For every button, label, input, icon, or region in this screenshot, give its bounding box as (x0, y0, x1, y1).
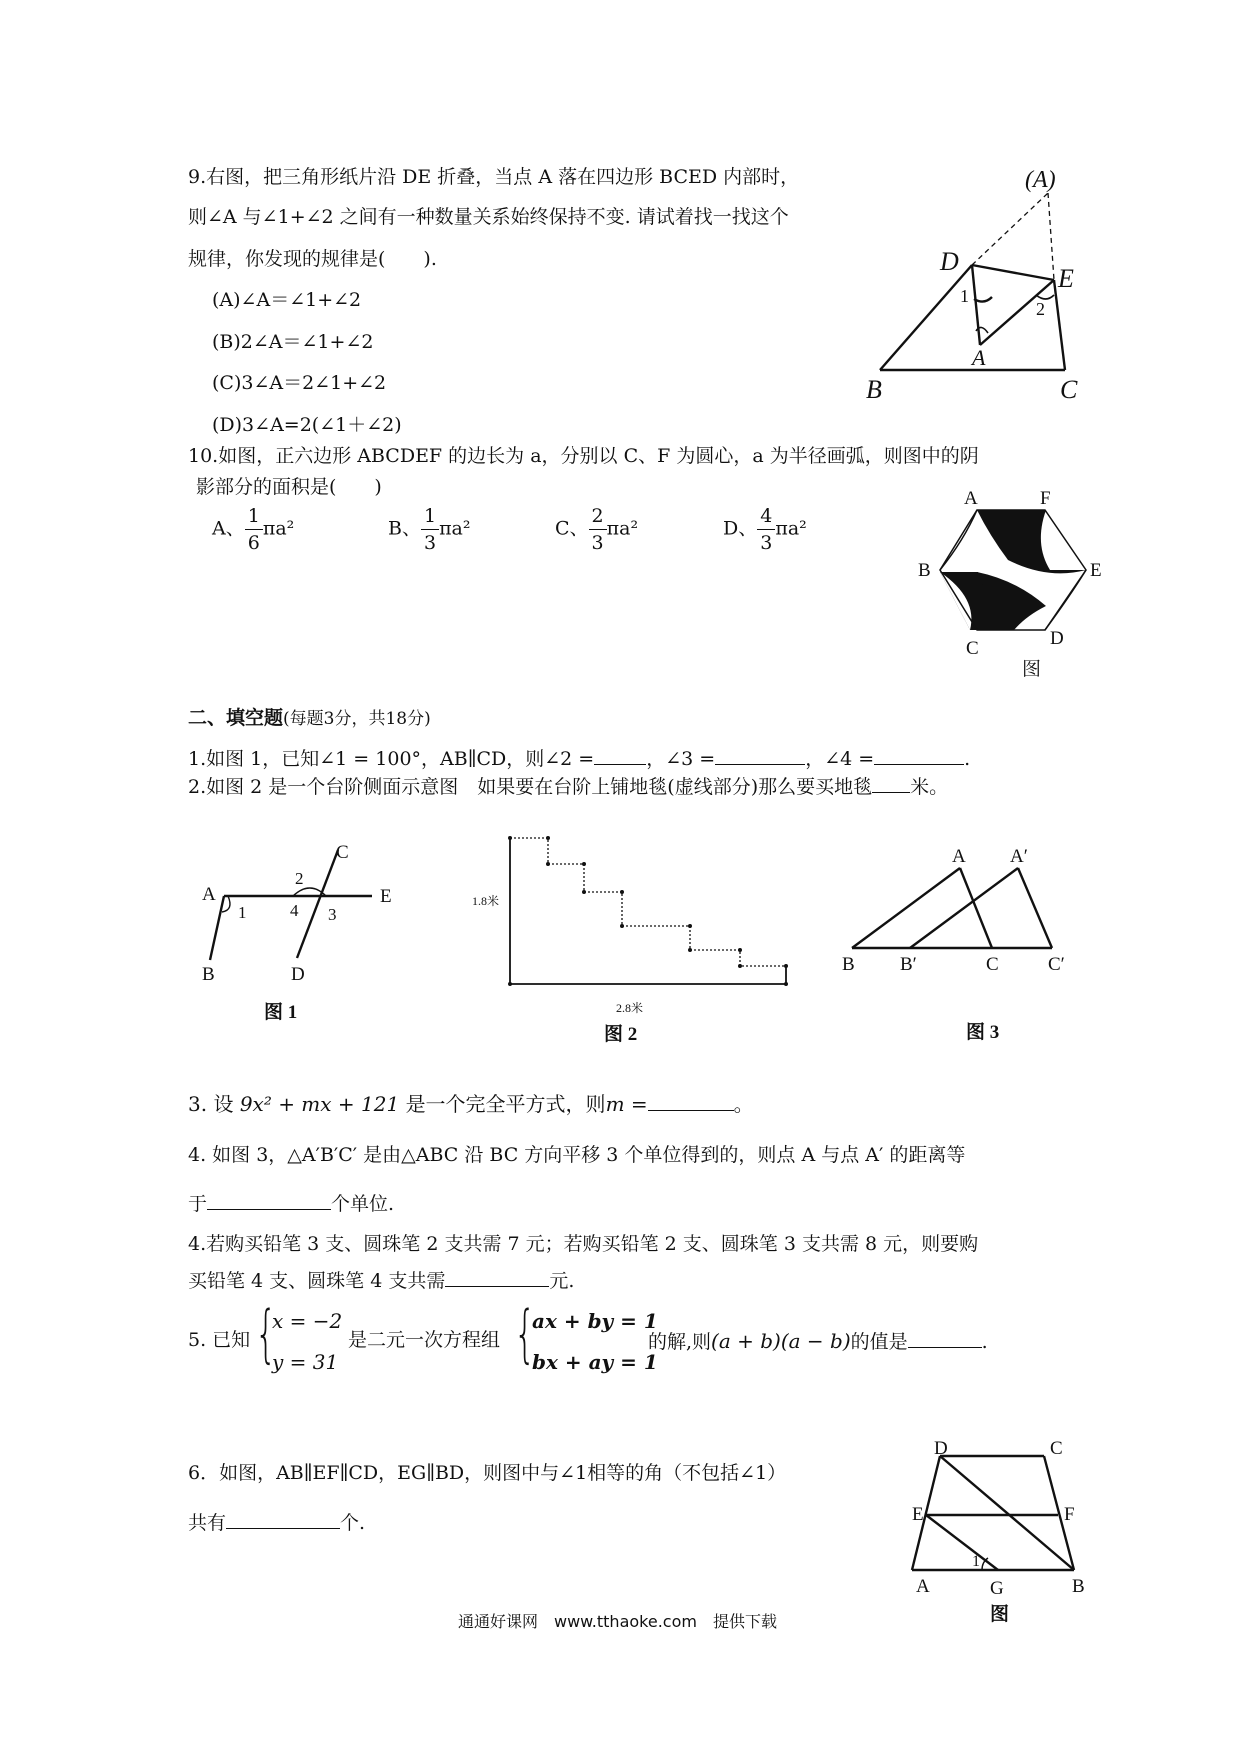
fig6-label-a: A (916, 1576, 930, 1597)
fig2-height-label: 1.8米 (472, 894, 500, 908)
q9-option-d: (D)3∠A=2(∠1＋∠2) (212, 414, 402, 436)
fig6-label-c: C (1050, 1438, 1063, 1459)
fill-q4a-line1: 4. 如图 3，△A′B′C′ 是由△ABC 沿 BC 方向平移 3 个单位得到的，则点 A 与点 A′ 的距离等 (188, 1144, 966, 1166)
fig6-caption: 图 (990, 1604, 1010, 1625)
fill-q5-lead: 5. 已知 (188, 1329, 251, 1351)
q10-line1: 10.如图，正六边形 ABCDEF 的边长为 a，分别以 C、F 为圆心，a 为半径画弧，则图中的阴 (188, 445, 979, 467)
fig2-caption: 图 2 (604, 1024, 638, 1045)
q10-hexagon-figure (918, 488, 1130, 688)
q10-option-a: A、 $\frac{1}{6}$ πa² (212, 505, 295, 554)
fig1-label-a: A (202, 884, 216, 905)
fig6-label-e: E (912, 1504, 924, 1525)
q10-fig-caption: 图 (1022, 659, 1042, 680)
section-title: 二、填空题(每题3分，共18分) (188, 707, 431, 729)
q9-line3: 规律，你发现的规律是( ). (188, 248, 437, 270)
q9-fig-label-e: E (1058, 264, 1074, 293)
fig6-label-1: 1 (972, 1553, 980, 1570)
q9-line1: 9.右图，把三角形纸片沿 DE 折叠，当点 A 落在四边形 BCED 内部时， (188, 166, 800, 188)
fill-q1: 1.如图 1，已知∠1 = 100°，AB∥CD，则∠2 = ，∠3 = ，∠4 = . (188, 748, 971, 770)
fig1-label-4: 4 (290, 901, 299, 920)
fig2-width-label: 2.8米 (616, 1001, 644, 1015)
fig3-label-c-prime: C′ (1048, 954, 1065, 975)
fig1-label-d: D (291, 964, 305, 985)
q9-fig-label-d: D (940, 247, 959, 276)
q10-option-d: D、 $\frac{4}{3}$ πa² (723, 505, 807, 554)
system2-bottom: bx + ay = 1 (532, 1350, 658, 1374)
fill-q6-line2: 共有 个. (188, 1512, 366, 1534)
fill-q4a-line2: 于 个单位. (188, 1193, 395, 1215)
fill-q5-tail: 的解,则(a + b)(a − b)的值是 . (648, 1329, 988, 1353)
fig6-label-d: D (934, 1438, 948, 1459)
q9-fig-label-a: A (972, 345, 986, 370)
q9-line2: 则∠A 与∠1+∠2 之间有一种数量关系始终保持不变. 请试着找一找这个 (188, 206, 789, 228)
fig1-label-e: E (380, 886, 392, 907)
system2-brace: { (514, 1297, 536, 1370)
q9-fig-label-a-top: (A) (1025, 167, 1056, 193)
fig1-label-1: 1 (238, 903, 247, 922)
fill-q2: 2.如图 2 是一个台阶侧面示意图 如果要在台阶上铺地毯(虚线部分)那么要买地毯 米。 (188, 776, 949, 798)
fig3-label-a-prime: A′ (1010, 846, 1028, 867)
q9-option-c: (C)3∠A＝2∠1+∠2 (212, 372, 387, 394)
q10-option-c: C、 $\frac{2}{3}$ πa² (555, 505, 639, 554)
fig3-label-b-prime: B′ (900, 954, 917, 975)
system1-bottom: y = 31 (272, 1350, 339, 1374)
q9-option-a: (A)∠A＝∠1+∠2 (212, 289, 362, 311)
fig1-label-2: 2 (295, 869, 304, 888)
fig3-caption: 图 3 (966, 1022, 1000, 1043)
q10-fig-label-f: F (1040, 488, 1051, 509)
q10-fig-label-e: E (1090, 560, 1102, 581)
fill-q6-line1: 6．如图，AB∥EF∥CD，EG∥BD，则图中与∠1相等的角（不包括∠1） (188, 1462, 787, 1484)
figure-3 (832, 840, 1082, 1050)
system2-top: ax + by = 1 (532, 1309, 658, 1333)
q9-fig-label-1: 1 (960, 286, 969, 306)
q9-fig-label-c: C (1060, 375, 1078, 404)
fig1-caption: 图 1 (264, 1002, 298, 1023)
figure-1 (200, 840, 400, 1023)
q9-fig-label-b: B (866, 375, 882, 404)
fig6-label-f: F (1064, 1504, 1075, 1525)
fill-q4b-line1: 4.若购买铅笔 3 支、圆珠笔 2 支共需 7 元；若购买铅笔 2 支、圆珠笔 3 支共需 8 元，则要购 (188, 1233, 979, 1255)
fill-q4b-line2: 买铅笔 4 支、圆珠笔 4 支共需 元. (188, 1270, 575, 1292)
fill-q3: 3. 设 9x² + mx + 121 是一个完全平方式，则m = 。 (188, 1092, 754, 1116)
fig1-label-3: 3 (328, 905, 337, 924)
q10-fig-label-b: B (918, 560, 931, 581)
q9-option-b: (B)2∠A＝∠1+∠2 (212, 331, 374, 353)
q10-fig-label-d: D (1050, 628, 1064, 649)
q10-line2: 影部分的面积是( ) (196, 476, 382, 498)
figure-2 (470, 826, 810, 1046)
footer-source: 通通好课网 www.tthaoke.com 提供下载 (458, 1612, 777, 1631)
q10-fig-label-c: C (966, 638, 979, 659)
system1-top: x = −2 (272, 1309, 343, 1333)
fig3-label-a: A (952, 846, 966, 867)
q9-fig-label-2: 2 (1036, 299, 1045, 319)
fig3-label-b: B (842, 954, 855, 975)
fill-q5-mid: 是二元一次方程组 (348, 1329, 501, 1351)
fig1-label-c: C (336, 842, 349, 863)
figure-q6 (900, 1438, 1120, 1638)
fig6-label-b: B (1072, 1576, 1085, 1597)
system1-brace: { (255, 1297, 277, 1370)
q9-fold-figure (860, 165, 1120, 405)
fig3-label-c: C (986, 954, 999, 975)
q10-fig-label-a: A (964, 488, 978, 509)
q10-option-b: B、 $\frac{1}{3}$ πa² (388, 505, 471, 554)
fig1-label-b: B (202, 964, 215, 985)
fig6-label-g: G (990, 1578, 1004, 1599)
